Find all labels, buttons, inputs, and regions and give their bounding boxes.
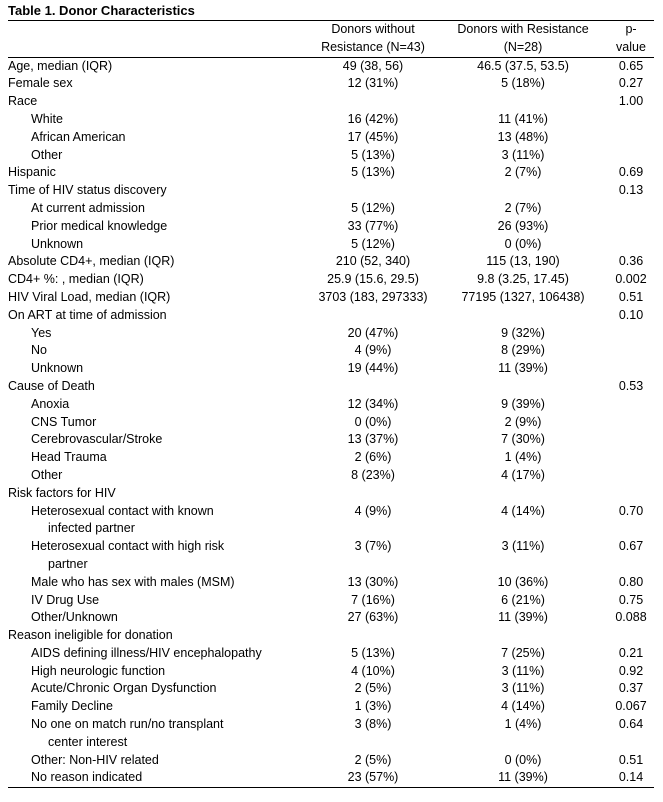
p-value: 0.27: [618, 76, 644, 91]
value-without-resistance: [308, 307, 438, 325]
table-row: [8, 769, 654, 787]
row-label: [8, 574, 308, 592]
value-with-resistance: 6 (21%): [501, 592, 545, 607]
value-without-resistance: 5 (13%): [351, 645, 395, 660]
table-row: [8, 289, 654, 307]
table-row: [8, 485, 654, 503]
table-row: [8, 129, 654, 147]
value-with-resistance: 13 (48%): [497, 129, 549, 144]
value-without-resistance: 27 (63%): [347, 610, 399, 625]
row-label: [8, 752, 308, 770]
row-label: [8, 414, 308, 432]
value-with-resistance: 11 (39%): [498, 361, 548, 376]
row-label-text: On ART at time of admission: [8, 307, 167, 322]
p-value: 0.70: [618, 503, 644, 518]
value-with-resistance: 0 (0%): [504, 236, 542, 251]
row-label: [8, 93, 308, 111]
value-with-resistance: [438, 378, 608, 396]
row-label: [8, 592, 308, 610]
row-label-continuation: partner: [48, 556, 88, 571]
p-value: 0.067: [615, 699, 647, 714]
value-with-resistance: 2 (9%): [504, 414, 542, 429]
table-row: [8, 592, 654, 610]
row-label-text: Female sex: [8, 76, 73, 91]
value-without-resistance: 2 (5%): [354, 681, 392, 696]
row-label: [8, 431, 308, 449]
table-row: [8, 253, 654, 271]
row-label: [8, 164, 308, 182]
value-without-resistance: 25.9 (15.6, 29.5): [327, 272, 419, 287]
value-with-resistance: 4 (14%): [501, 503, 545, 518]
value-without-resistance: 4 (10%): [351, 663, 395, 678]
p-value: [608, 485, 654, 503]
p-value: 0.64: [618, 717, 644, 732]
row-label: [8, 129, 308, 147]
p-value: [608, 111, 654, 129]
p-value: 0.21: [618, 645, 644, 660]
row-label-text: Anoxia: [31, 396, 70, 411]
p-value: [608, 449, 654, 467]
value-without-resistance: 3703 (183, 297333): [318, 289, 428, 304]
p-value: [608, 396, 654, 414]
row-label: [8, 503, 308, 539]
table-row: [8, 360, 654, 378]
row-label: [8, 467, 308, 485]
row-label: [8, 645, 308, 663]
row-label: [8, 360, 308, 378]
value-with-resistance: 5 (18%): [501, 76, 545, 91]
row-label: [8, 307, 308, 325]
table-row: [8, 342, 654, 360]
row-label: [8, 769, 308, 787]
header-row: [8, 21, 654, 58]
value-without-resistance: 3 (8%): [354, 717, 392, 732]
table-row: [8, 503, 654, 539]
table-row: [8, 752, 654, 770]
value-with-resistance: 3 (11%): [501, 663, 545, 678]
row-label-text: Cause of Death: [8, 378, 95, 393]
table-row: [8, 627, 654, 645]
row-label-text: Male who has sex with males (MSM): [31, 574, 235, 589]
row-label-text: Heterosexual contact with known: [31, 503, 214, 518]
value-without-resistance: [308, 93, 438, 111]
row-label-text: Race: [8, 94, 38, 109]
p-value: 0.80: [618, 574, 644, 589]
row-label-text: CD4+ %: , median (IQR): [8, 272, 144, 287]
header-line: Donors without: [331, 22, 415, 36]
value-with-resistance: [438, 182, 608, 200]
value-with-resistance: [438, 93, 608, 111]
value-with-resistance: 46.5 (37.5, 53.5): [477, 58, 569, 73]
row-label-text: Other: [31, 147, 63, 162]
value-with-resistance: 11 (39%): [498, 770, 548, 785]
row-label-text: Head Trauma: [31, 450, 107, 465]
header-p-value: [608, 21, 654, 58]
table-row: [8, 325, 654, 343]
row-label-text: HIV Viral Load, median (IQR): [8, 289, 171, 304]
value-without-resistance: 3 (7%): [354, 539, 392, 554]
header-line: Resistance (N=43): [321, 39, 425, 54]
table-row: [8, 645, 654, 663]
row-label-continuation: center interest: [48, 734, 128, 749]
header-line: Donors with Resistance: [457, 22, 589, 36]
table-row: [8, 57, 654, 75]
value-without-resistance: 12 (31%): [347, 76, 399, 91]
value-without-resistance: 8 (23%): [351, 467, 395, 482]
row-label-text: No: [31, 343, 47, 358]
row-label: [8, 680, 308, 698]
row-label-text: Absolute CD4+, median (IQR): [8, 254, 175, 269]
row-label: [8, 111, 308, 129]
row-label: [8, 485, 308, 503]
row-label-text: Other: [31, 467, 63, 482]
p-value: 1.00: [618, 94, 644, 109]
row-label-text: Time of HIV status discovery: [8, 183, 167, 198]
row-label: [8, 147, 308, 165]
row-label: [8, 271, 308, 289]
p-value: 0.53: [618, 378, 644, 393]
row-label: [8, 342, 308, 360]
row-label-text: High neurologic function: [31, 663, 166, 678]
row-label: [8, 538, 308, 574]
value-without-resistance: 13 (37%): [347, 432, 399, 447]
value-with-resistance: 7 (25%): [501, 645, 545, 660]
value-with-resistance: 1 (4%): [504, 450, 542, 465]
row-label: [8, 698, 308, 716]
p-value: [608, 218, 654, 236]
row-label-text: Acute/Chronic Organ Dysfunction: [31, 681, 217, 696]
value-with-resistance: 11 (39%): [498, 610, 548, 625]
table-row: [8, 609, 654, 627]
value-without-resistance: 4 (9%): [354, 343, 392, 358]
value-with-resistance: 9.8 (3.25, 17.45): [477, 272, 569, 287]
table-row: [8, 431, 654, 449]
value-without-resistance: 17 (45%): [347, 129, 399, 144]
p-value: 0.92: [618, 663, 644, 678]
row-label-text: Other/Unknown: [31, 610, 118, 625]
row-label-text: Prior medical knowledge: [31, 218, 168, 233]
value-without-resistance: 5 (12%): [351, 200, 395, 215]
row-label: [8, 57, 308, 75]
header-donors-with-resistance: [438, 21, 608, 58]
value-with-resistance: 3 (11%): [501, 147, 545, 162]
table-row: [8, 449, 654, 467]
p-value: 0.088: [615, 610, 647, 625]
row-label: [8, 449, 308, 467]
p-value: [608, 325, 654, 343]
value-without-resistance: [308, 627, 438, 645]
row-label-text: Yes: [31, 325, 52, 340]
table-row: [8, 716, 654, 752]
table-row: [8, 236, 654, 254]
row-label: [8, 325, 308, 343]
row-label-text: No reason indicated: [31, 770, 143, 785]
value-without-resistance: [308, 182, 438, 200]
value-with-resistance: 0 (0%): [504, 752, 542, 767]
value-without-resistance: [308, 485, 438, 503]
row-label-text: Other: Non-HIV related: [31, 752, 159, 767]
p-value: 0.14: [618, 770, 644, 785]
value-with-resistance: 77195 (1327, 106438): [461, 289, 585, 304]
value-with-resistance: 4 (17%): [501, 467, 545, 482]
p-value: 0.002: [615, 272, 647, 287]
table-row: [8, 538, 654, 574]
table-row: [8, 147, 654, 165]
p-value: [608, 342, 654, 360]
p-value: 0.13: [618, 183, 644, 198]
table-row: [8, 164, 654, 182]
row-label-text: CNS Tumor: [31, 414, 97, 429]
p-value: [608, 147, 654, 165]
value-without-resistance: 33 (77%): [347, 218, 399, 233]
value-without-resistance: 5 (12%): [351, 236, 395, 251]
row-label: [8, 236, 308, 254]
table-row: [8, 414, 654, 432]
p-value: [608, 129, 654, 147]
value-without-resistance: 19 (44%): [347, 361, 399, 376]
row-label: [8, 200, 308, 218]
table-row: [8, 307, 654, 325]
table-row: [8, 396, 654, 414]
table-row: [8, 663, 654, 681]
row-label: [8, 716, 308, 752]
value-with-resistance: 4 (14%): [501, 699, 545, 714]
value-with-resistance: 9 (39%): [501, 396, 545, 411]
p-value: [608, 467, 654, 485]
p-value: [608, 360, 654, 378]
table-row: [8, 111, 654, 129]
p-value: 0.10: [618, 307, 644, 322]
table-header: [8, 21, 654, 58]
row-label: [8, 75, 308, 93]
row-label-text: Reason ineligible for donation: [8, 628, 173, 643]
table-row: [8, 467, 654, 485]
p-value: 0.51: [618, 752, 644, 767]
p-value: [608, 200, 654, 218]
value-without-resistance: [308, 378, 438, 396]
value-without-resistance: 7 (16%): [351, 592, 395, 607]
row-label-text: Unknown: [31, 236, 84, 251]
row-label-text: IV Drug Use: [31, 592, 100, 607]
p-value: 0.69: [618, 165, 644, 180]
p-value: 0.51: [618, 289, 644, 304]
table-row: [8, 93, 654, 111]
value-with-resistance: [438, 307, 608, 325]
value-with-resistance: 9 (32%): [501, 325, 545, 340]
value-without-resistance: 4 (9%): [354, 503, 392, 518]
row-label: [8, 182, 308, 200]
donor-characteristics-table: [8, 20, 654, 788]
value-with-resistance: 26 (93%): [497, 218, 549, 233]
table-row: [8, 182, 654, 200]
p-value: 0.75: [618, 592, 644, 607]
header-line: p-: [625, 22, 637, 36]
p-value: 0.37: [618, 681, 644, 696]
value-without-resistance: 2 (5%): [354, 752, 392, 767]
row-label-text: Age, median (IQR): [8, 58, 113, 73]
row-label-text: Heterosexual contact with high risk: [31, 539, 225, 554]
row-label-text: White: [31, 111, 63, 126]
table-row: [8, 271, 654, 289]
p-value: [608, 431, 654, 449]
table-row: [8, 680, 654, 698]
header-line: value: [616, 39, 646, 54]
row-label-text: AIDS defining illness/HIV encephalopathy: [31, 645, 262, 660]
row-label: [8, 289, 308, 307]
row-label-continuation: infected partner: [48, 521, 135, 536]
value-without-resistance: 20 (47%): [347, 325, 399, 340]
value-with-resistance: [438, 485, 608, 503]
table-title: Table 1. Donor Characteristics: [8, 3, 195, 18]
value-without-resistance: 0 (0%): [354, 414, 392, 429]
row-label-text: Risk factors for HIV: [8, 485, 116, 500]
p-value: [608, 627, 654, 645]
row-label: [8, 663, 308, 681]
header-line: (N=28): [503, 39, 543, 54]
p-value: 0.36: [618, 254, 644, 269]
row-label: [8, 609, 308, 627]
p-value: 0.67: [618, 539, 644, 554]
row-label-text: Family Decline: [31, 699, 113, 714]
value-with-resistance: 3 (11%): [501, 539, 545, 554]
row-label-text: Cerebrovascular/Stroke: [31, 432, 163, 447]
value-with-resistance: 2 (7%): [504, 165, 542, 180]
value-without-resistance: 12 (34%): [347, 396, 399, 411]
value-without-resistance: 49 (38, 56): [342, 58, 404, 73]
value-without-resistance: 210 (52, 340): [335, 254, 411, 269]
header-label-column: [8, 21, 308, 58]
row-label-text: At current admission: [31, 200, 145, 215]
value-without-resistance: 5 (13%): [351, 147, 395, 162]
value-without-resistance: 5 (13%): [351, 165, 395, 180]
p-value: [608, 236, 654, 254]
value-with-resistance: 1 (4%): [504, 717, 542, 732]
p-value: 0.65: [618, 58, 644, 73]
row-label: [8, 627, 308, 645]
value-with-resistance: 7 (30%): [501, 432, 545, 447]
value-with-resistance: [438, 627, 608, 645]
row-label: [8, 253, 308, 271]
value-without-resistance: 16 (42%): [347, 111, 399, 126]
value-without-resistance: 23 (57%): [347, 770, 399, 785]
value-without-resistance: 13 (30%): [347, 574, 399, 589]
row-label-text: Unknown: [31, 361, 84, 376]
value-with-resistance: 3 (11%): [501, 681, 545, 696]
value-with-resistance: 10 (36%): [497, 574, 549, 589]
p-value: [608, 414, 654, 432]
table-row: [8, 75, 654, 93]
value-without-resistance: 1 (3%): [354, 699, 392, 714]
row-label-text: Hispanic: [8, 165, 56, 180]
value-with-resistance: 2 (7%): [504, 200, 542, 215]
row-label-text: No one on match run/no transplant: [31, 717, 224, 732]
value-with-resistance: 115 (13, 190): [486, 254, 560, 269]
table-row: [8, 218, 654, 236]
table-row: [8, 698, 654, 716]
row-label: [8, 378, 308, 396]
row-label: [8, 396, 308, 414]
table-body: [8, 57, 654, 788]
table-row: [8, 378, 654, 396]
value-without-resistance: 2 (6%): [354, 450, 392, 465]
row-label: [8, 218, 308, 236]
header-donors-without-resistance: [308, 21, 438, 58]
value-with-resistance: 8 (29%): [501, 343, 545, 358]
table-row: [8, 574, 654, 592]
table-row: [8, 200, 654, 218]
value-with-resistance: 11 (41%): [498, 111, 548, 126]
row-label-text: African American: [31, 129, 126, 144]
